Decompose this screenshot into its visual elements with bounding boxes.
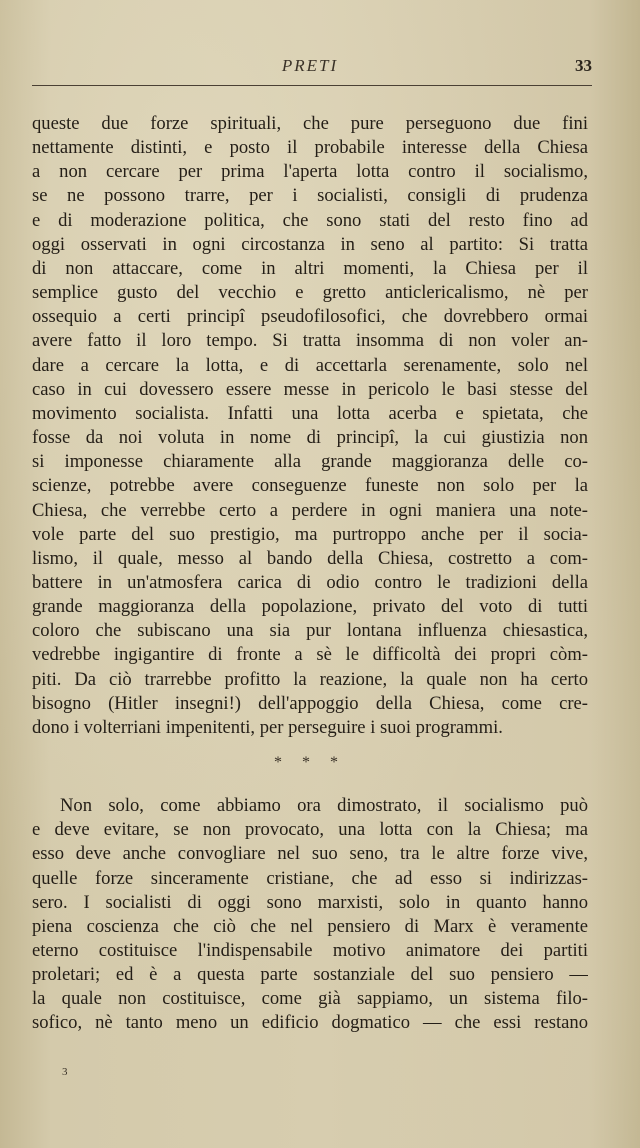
text-line: quelle forze sinceramente cristiane, che ad esso si indirizzas-	[32, 867, 588, 889]
text-line: oggi osservati in ogni circostanza in seno al partito: Si tratta	[32, 233, 588, 255]
header-rule	[32, 85, 592, 86]
paragraph-2	[32, 794, 588, 1036]
text-line: semplice gusto del vecchio e gretto anticlericalismo, nè per	[32, 282, 588, 304]
text-line: nettamente distinti, e posto il probabile interesse della Chiesa	[32, 137, 588, 159]
text-line: lismo, il quale, messo al bando della Chiesa, costretto a com-	[32, 547, 588, 569]
text-line: sero. I socialisti di oggi sono marxisti, solo in quanto hanno	[32, 891, 588, 913]
text-line: dare a cercare la lotta, e di accettarla serenamente, solo nel	[32, 354, 588, 376]
text-line: e di moderazione politica, che sono stati del resto fino ad	[32, 209, 588, 231]
text-line: ossequio a certi principî pseudofilosofici, che dovrebbero ormai	[32, 306, 588, 328]
printer-signature: 3	[62, 1066, 68, 1078]
text-line: Non solo, come abbiamo ora dimostrato, il socialismo può	[60, 795, 588, 817]
text-line: movimento socialista. Infatti una lotta acerba e spietata, che	[32, 402, 588, 424]
text-line: grande maggioranza della popolazione, privato del voto di tutti	[32, 596, 588, 618]
text-line: esso deve anche convogliare nel suo seno, tra le altre forze vive,	[32, 843, 588, 865]
text-line: se ne possono trarre, per i socialisti, consigli di prudenza	[32, 185, 588, 207]
text-line: eterno costituisce l'indispensabile motivo animatore dei partiti	[32, 940, 588, 961]
body-text	[32, 112, 588, 1036]
text-line: fosse da noi voluta in nome di principî, la cui giustizia non	[32, 427, 588, 449]
text-line: vedrebbe ingigantire di fronte a sè le difficoltà dei propri còm-	[32, 644, 588, 666]
text-line: e deve evitare, se non provocato, una lotta con la Chiesa; ma	[32, 819, 588, 841]
text-line: Chiesa, che verrebbe certo a perdere in ogni maniera una note-	[32, 499, 588, 521]
text-line: queste due forze spirituali, che pure perseguono due fini	[32, 113, 588, 134]
running-head	[30, 56, 590, 80]
text-line: dono i volterriani impenitenti, per perseguire i suoi programmi.	[32, 716, 503, 738]
text-line: a non cercare per prima l'aperta lotta contro il socialismo,	[32, 161, 588, 183]
text-line: bisogno (Hitler insegni!) dell'appoggio della Chiesa, come cre-	[32, 692, 588, 714]
section-separator: * * *	[274, 754, 346, 772]
text-line: sofico, nè tanto meno un edificio dogmatico — che essi restano	[32, 1012, 588, 1034]
text-line: la quale non costituisce, come già sappiamo, un sistema filo-	[32, 988, 588, 1010]
text-line: si imponesse chiaramente alla grande maggioranza delle co-	[32, 451, 588, 473]
text-line: battere in un'atmosfera carica di odio contro le tradizioni della	[32, 571, 588, 593]
running-title: PRETI	[281, 56, 339, 75]
text-line: coloro che subiscano una sia pur lontana influenza chiesastica,	[32, 620, 588, 642]
text-line: di non attaccare, come in altri momenti, la Chiesa per il	[32, 257, 588, 279]
text-line: vole parte del suo prestigio, ma purtroppo anche per il socia-	[32, 523, 588, 545]
text-line: avere fatto il loro tempo. Si tratta insomma di non voler an-	[32, 330, 588, 352]
text-line: piti. Da ciò trarrebbe profitto la reazione, la quale non ha certo	[32, 668, 588, 690]
page-number: 33	[575, 56, 592, 75]
text-line: piena coscienza che ciò che nel pensiero di Marx è veramente	[32, 915, 588, 937]
paragraph-1	[32, 112, 588, 740]
text-line: proletari; ed è a questa parte sostanziale del suo pensiero —	[32, 964, 588, 986]
text-line: scienze, potrebbe avere conseguenze funeste non solo per la	[32, 475, 588, 497]
text-line: caso in cui dovessero essere messe in pericolo le basi stesse del	[32, 378, 588, 400]
